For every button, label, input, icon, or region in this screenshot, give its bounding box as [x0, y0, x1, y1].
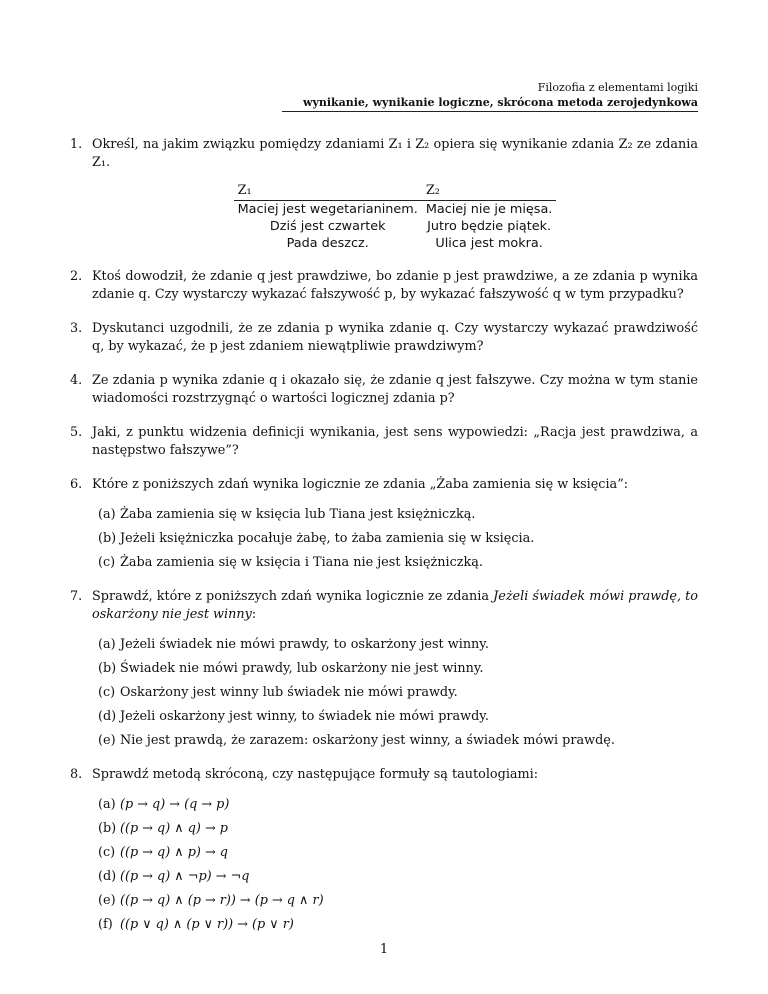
- page-header: [303, 80, 698, 110]
- formula-list: [92, 796, 698, 934]
- question-number: 3.: [70, 321, 83, 336]
- question-5: [70, 424, 698, 460]
- item-label: (c): [98, 685, 116, 700]
- item-text: Jeżeli oskarżony jest winny, to świadek nie mówi prawdy.: [120, 709, 489, 724]
- list-item: [92, 554, 698, 572]
- formula: ((p → q) ∧ q) → p: [120, 821, 228, 836]
- formula: ((p → q) ∧ ¬p) → ¬q: [120, 869, 250, 884]
- premise-sentence: Jeżeli świadek mówi prawdę, to oskarżony nie jest winny: [92, 589, 698, 622]
- item-text: Żaba zamienia się w księcia lub Tiana jest księżniczką.: [120, 507, 476, 522]
- question-text: Określ, na jakim związku pomiędzy zdaniami Z₁ i Z₂ opiera się wynikanie zdania Z₂ ze zdania Z₁.: [92, 137, 698, 170]
- question-text: Sprawdź metodą skróconą, czy następujące formuły są tautologiami:: [92, 767, 539, 782]
- question-text-end: :: [251, 607, 257, 622]
- formula: (p → q) → (q → p): [120, 797, 230, 812]
- course-title: Filozofia z elementami logiki: [537, 81, 698, 94]
- question-8: [70, 766, 698, 934]
- table-header-z1: Z₁: [234, 182, 422, 201]
- table-cell: Maciej jest wegetarianinem.: [237, 202, 418, 217]
- list-item: [92, 820, 698, 838]
- table-cell: Maciej nie je mięsa.: [425, 202, 553, 217]
- table-cell: Pada deszcz.: [286, 236, 369, 251]
- item-label: (d): [98, 869, 117, 884]
- question-text: Dyskutanci uzgodnili, że ze zdania p wynika zdanie q. Czy wystarczy wykazać prawdziwość q, by wykazać, że p jest zdaniem niewątpliwie prawdziwym?: [92, 321, 698, 354]
- question-number: 1.: [70, 137, 83, 152]
- list-item: [92, 796, 698, 814]
- list-item: [92, 708, 698, 726]
- item-label: (a): [98, 797, 116, 812]
- question-text: Ze zdania p wynika zdanie q i okazało się, że zdanie q jest fałszywe. Czy można w tym stanie wiadomości rozstrzygnąć o wartości logicznej zdania p?: [92, 373, 698, 406]
- item-label: (e): [98, 893, 116, 908]
- item-label: (c): [98, 555, 116, 570]
- item-label: (f): [98, 917, 113, 932]
- formula: ((p ∨ q) ∧ (p ∨ r)) → (p ∨ r): [120, 917, 294, 932]
- question-3: [70, 320, 698, 356]
- question-text: Sprawdź, które z poniższych zdań wynika logicznie ze zdania: [92, 589, 489, 604]
- header-rule: [282, 111, 698, 112]
- page-number: 1: [379, 942, 389, 957]
- list-item: [92, 506, 698, 524]
- question-number: 8.: [70, 767, 83, 782]
- table-header-z2: Z₂: [422, 182, 557, 201]
- question-1: [70, 136, 698, 252]
- list-item: [92, 636, 698, 654]
- list-item: [92, 868, 698, 886]
- question-2: [70, 268, 698, 304]
- table-cell: Dziś jest czwartek: [269, 219, 386, 234]
- table-cell: Jutro będzie piątek.: [427, 219, 552, 234]
- list-item: [92, 732, 698, 750]
- question-number: 6.: [70, 477, 83, 492]
- item-label: (d): [98, 709, 117, 724]
- item-label: (a): [98, 507, 116, 522]
- item-text: Świadek nie mówi prawdy, lub oskarżony nie jest winny.: [120, 661, 484, 676]
- formula: ((p → q) ∧ (p → r)) → (p → q ∧ r): [120, 893, 324, 908]
- question-6: [70, 476, 698, 572]
- table-row: [234, 218, 557, 235]
- list-item: [92, 530, 698, 548]
- table-row: [234, 235, 557, 252]
- question-number: 5.: [70, 425, 83, 440]
- exercise-list: [70, 136, 698, 950]
- question-number: 4.: [70, 373, 83, 388]
- question-text: Ktoś dowodził, że zdanie q jest prawdziwe, bo zdanie p jest prawdziwe, a ze zdania p wynika zdanie q. Czy wystarczy wykazać fałszywość p, by wykazać fałszywość q w tym przypadku?: [92, 269, 698, 302]
- list-item: [92, 892, 698, 910]
- answer-options: [92, 636, 698, 750]
- sentence-pairs-table: [234, 182, 557, 252]
- item-text: Żaba zamienia się w księcia i Tiana nie jest księżniczką.: [120, 555, 483, 570]
- question-text: Które z poniższych zdań wynika logicznie ze zdania „Żaba zamienia się w księcia”:: [92, 477, 629, 492]
- item-text: Jeżeli świadek nie mówi prawdy, to oskarżony jest winny.: [120, 637, 489, 652]
- answer-options: [92, 506, 698, 572]
- item-text: Oskarżony jest winny lub świadek nie mówi prawdy.: [120, 685, 458, 700]
- list-item: [92, 684, 698, 702]
- item-label: (b): [98, 821, 117, 836]
- item-label: (b): [98, 531, 117, 546]
- table-cell: Ulica jest mokra.: [435, 236, 543, 251]
- item-text: Nie jest prawdą, że zarazem: oskarżony jest winny, a świadek mówi prawdę.: [120, 733, 615, 748]
- list-item: [92, 660, 698, 678]
- formula: ((p → q) ∧ p) → q: [120, 845, 228, 860]
- question-4: [70, 372, 698, 408]
- list-item: [92, 916, 698, 934]
- table-row: [234, 201, 557, 219]
- question-text: Jaki, z punktu widzenia definicji wynikania, jest sens wypowiedzi: „Racja jest prawdziwa, a następstwo fałszywe”?: [92, 425, 698, 458]
- question-7: [70, 588, 698, 750]
- item-label: (c): [98, 845, 116, 860]
- topic-title: wynikanie, wynikanie logiczne, skrócona metoda zerojedynkowa: [302, 96, 698, 109]
- item-label: (b): [98, 661, 117, 676]
- question-number: 7.: [70, 589, 83, 604]
- list-item: [92, 844, 698, 862]
- item-label: (a): [98, 637, 116, 652]
- item-label: (e): [98, 733, 116, 748]
- question-number: 2.: [70, 269, 83, 284]
- item-text: Jeżeli księżniczka pocałuje żabę, to żaba zamienia się w księcia.: [120, 531, 535, 546]
